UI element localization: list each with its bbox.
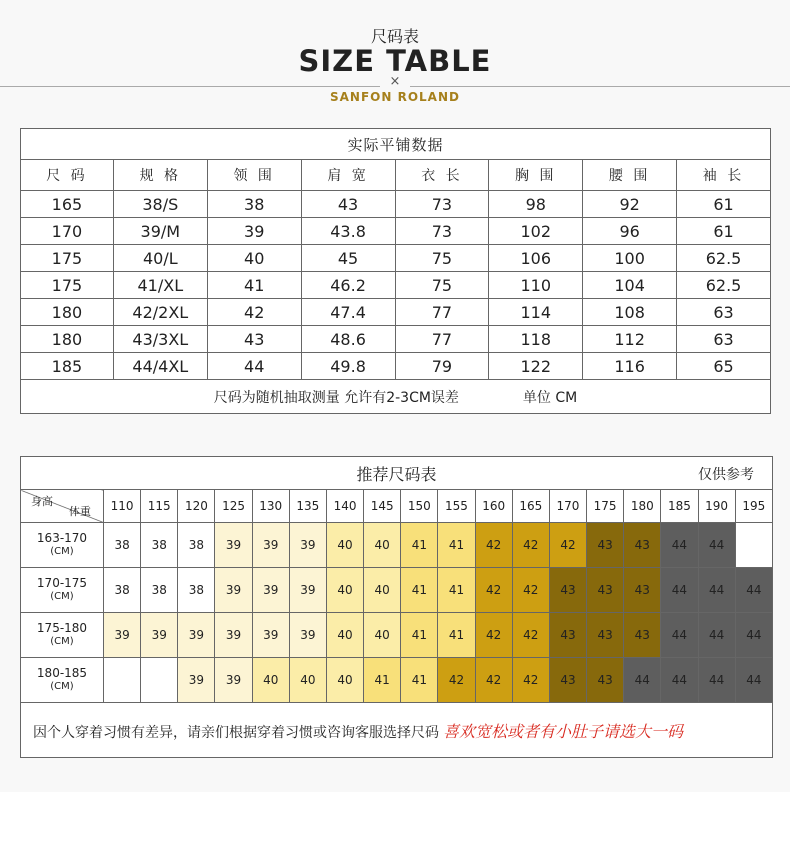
size-cell: 43 <box>624 523 661 568</box>
weight-header: 165 <box>512 490 549 523</box>
table-cell: 100 <box>583 245 677 272</box>
weight-header: 170 <box>549 490 586 523</box>
table-cell: 165 <box>21 191 114 218</box>
weight-header: 130 <box>252 490 289 523</box>
size-cell: 40 <box>252 658 289 703</box>
size-cell: 44 <box>698 613 735 658</box>
size-cell: 44 <box>698 523 735 568</box>
size-cell: 39 <box>289 523 326 568</box>
size-cell: 41 <box>438 568 475 613</box>
table-cell: 110 <box>489 272 583 299</box>
size-cell: 44 <box>735 613 772 658</box>
size-cell: 44 <box>661 523 698 568</box>
table-cell: 77 <box>395 299 489 326</box>
footer-note: 因个人穿着习惯有差异，请亲们根据穿着习惯或咨询客服选择尺码 <box>33 724 439 741</box>
table-row <box>21 191 771 218</box>
bottom-band <box>0 792 790 844</box>
table-cell: 44/4XL <box>113 353 207 380</box>
table-cell: 180 <box>21 326 114 353</box>
height-label: 身高 <box>31 495 53 508</box>
weight-header: 160 <box>475 490 512 523</box>
size-cell: 39 <box>178 613 215 658</box>
size-cell: 41 <box>438 523 475 568</box>
weight-header: 180 <box>624 490 661 523</box>
size-cell: 40 <box>326 658 363 703</box>
footer-note-cell <box>21 703 773 758</box>
size-cell: 41 <box>401 658 438 703</box>
table-row <box>21 658 773 703</box>
size-cell: 40 <box>326 613 363 658</box>
table-cell: 63 <box>677 299 771 326</box>
table-cell: 108 <box>583 299 677 326</box>
size-cell: 43 <box>587 658 624 703</box>
page-title-en: SIZE TABLE <box>298 44 492 78</box>
size-cell: 40 <box>289 658 326 703</box>
size-cell: 44 <box>698 658 735 703</box>
column-header: 肩 宽 <box>301 160 395 191</box>
column-header: 领 围 <box>207 160 301 191</box>
weight-label: 体重 <box>69 505 91 518</box>
recommended-size-table <box>20 456 773 758</box>
size-cell: 42 <box>475 568 512 613</box>
flat-table-title: 实际平铺数据 <box>21 129 771 160</box>
table-cell: 77 <box>395 326 489 353</box>
table-cell: 45 <box>301 245 395 272</box>
size-cell: 39 <box>178 658 215 703</box>
size-cell: 42 <box>512 568 549 613</box>
table-cell: 43 <box>301 191 395 218</box>
height-range: 180-185 <box>36 666 88 680</box>
table-cell: 39 <box>207 218 301 245</box>
column-header: 规 格 <box>113 160 207 191</box>
size-cell: 41 <box>364 658 401 703</box>
size-cell: 40 <box>364 523 401 568</box>
size-cell: 44 <box>735 658 772 703</box>
size-cell: 39 <box>215 613 252 658</box>
size-cell: 39 <box>104 613 141 658</box>
column-header: 尺 码 <box>21 160 114 191</box>
table-cell: 75 <box>395 272 489 299</box>
size-cell: 42 <box>549 523 586 568</box>
height-range-label <box>21 568 104 613</box>
size-cell: 39 <box>252 613 289 658</box>
size-cell: 41 <box>401 523 438 568</box>
size-cell: 43 <box>587 568 624 613</box>
size-cell: 44 <box>661 568 698 613</box>
size-cell: 41 <box>438 613 475 658</box>
size-cell: 44 <box>735 568 772 613</box>
height-unit: (CM) <box>50 681 74 692</box>
table-cell: 61 <box>677 218 771 245</box>
size-cell: 39 <box>215 568 252 613</box>
brand-logo: SANFON ROLAND <box>330 90 460 104</box>
table-cell: 112 <box>583 326 677 353</box>
table-row <box>21 272 771 299</box>
weight-header: 175 <box>587 490 624 523</box>
table-cell: 92 <box>583 191 677 218</box>
size-cell: 40 <box>326 568 363 613</box>
weight-header: 195 <box>735 490 772 523</box>
table-cell: 102 <box>489 218 583 245</box>
size-cell <box>735 523 772 568</box>
size-cell: 42 <box>475 613 512 658</box>
table-cell: 44 <box>207 353 301 380</box>
table-cell: 41/XL <box>113 272 207 299</box>
table-cell: 118 <box>489 326 583 353</box>
weight-header: 185 <box>661 490 698 523</box>
size-cell: 43 <box>587 613 624 658</box>
weight-header: 140 <box>326 490 363 523</box>
size-cell: 39 <box>289 613 326 658</box>
recommended-table-title: 推荐尺码表 <box>356 464 437 484</box>
weight-header: 145 <box>364 490 401 523</box>
measurement-note-cell <box>21 380 771 414</box>
table-row <box>21 568 773 613</box>
table-cell: 104 <box>583 272 677 299</box>
table-cell: 75 <box>395 245 489 272</box>
size-cell: 38 <box>141 568 178 613</box>
weight-header: 190 <box>698 490 735 523</box>
height-weight-corner <box>21 490 104 523</box>
height-range: 170-175 <box>36 576 88 590</box>
table-cell: 96 <box>583 218 677 245</box>
table-row <box>21 326 771 353</box>
weight-header: 110 <box>104 490 141 523</box>
size-cell: 40 <box>364 613 401 658</box>
table-cell: 122 <box>489 353 583 380</box>
column-header: 胸 围 <box>489 160 583 191</box>
height-range-label <box>21 523 104 568</box>
size-cell: 38 <box>104 523 141 568</box>
size-cell: 43 <box>549 658 586 703</box>
table-cell: 170 <box>21 218 114 245</box>
table-cell: 180 <box>21 299 114 326</box>
table-cell: 62.5 <box>677 272 771 299</box>
table-cell: 63 <box>677 326 771 353</box>
size-cell: 39 <box>252 568 289 613</box>
size-cell: 38 <box>104 568 141 613</box>
size-cell: 38 <box>178 568 215 613</box>
table-cell: 38 <box>207 191 301 218</box>
size-cell: 39 <box>141 613 178 658</box>
reference-only-note: 仅供参考 <box>698 467 754 483</box>
size-cell: 44 <box>661 613 698 658</box>
weight-header-row <box>21 490 773 523</box>
table-cell: 98 <box>489 191 583 218</box>
size-cell: 41 <box>401 613 438 658</box>
size-cell: 42 <box>512 658 549 703</box>
table-cell: 48.6 <box>301 326 395 353</box>
height-unit: (CM) <box>50 546 74 557</box>
table-row <box>21 353 771 380</box>
measurement-note: 尺码为随机抽取测量 允许有2-3CM误差 <box>213 389 459 406</box>
table-cell: 39/M <box>113 218 207 245</box>
table-cell: 43 <box>207 326 301 353</box>
height-range: 175-180 <box>36 621 88 635</box>
table-cell: 65 <box>677 353 771 380</box>
table-cell: 185 <box>21 353 114 380</box>
height-range-label <box>21 658 104 703</box>
table-cell: 47.4 <box>301 299 395 326</box>
unit-note: 单位 CM <box>522 389 578 406</box>
table-row <box>21 299 771 326</box>
size-cell: 40 <box>364 568 401 613</box>
table-cell: 41 <box>207 272 301 299</box>
table-cell: 106 <box>489 245 583 272</box>
size-cell: 43 <box>587 523 624 568</box>
table-row <box>21 245 771 272</box>
size-cell: 42 <box>512 613 549 658</box>
table-cell: 46.2 <box>301 272 395 299</box>
size-cell: 43 <box>624 613 661 658</box>
size-cell <box>104 658 141 703</box>
table-cell: 114 <box>489 299 583 326</box>
table-cell: 79 <box>395 353 489 380</box>
size-cell <box>141 658 178 703</box>
height-unit: (CM) <box>50 636 74 647</box>
weight-header: 150 <box>401 490 438 523</box>
height-range-label <box>21 613 104 658</box>
size-cell: 42 <box>475 523 512 568</box>
size-cell: 42 <box>475 658 512 703</box>
flat-table-header-row <box>21 160 771 191</box>
column-header: 衣 长 <box>395 160 489 191</box>
table-cell: 62.5 <box>677 245 771 272</box>
column-header: 袖 长 <box>677 160 771 191</box>
table-cell: 42/2XL <box>113 299 207 326</box>
size-cell: 39 <box>215 658 252 703</box>
weight-header: 155 <box>438 490 475 523</box>
table-cell: 73 <box>395 218 489 245</box>
size-cell: 43 <box>624 568 661 613</box>
table-cell: 40/L <box>113 245 207 272</box>
weight-header: 135 <box>289 490 326 523</box>
table-row <box>21 523 773 568</box>
height-range: 163-170 <box>36 531 88 545</box>
table-cell: 43/3XL <box>113 326 207 353</box>
recommended-table-title-cell <box>21 457 773 490</box>
size-cell: 41 <box>401 568 438 613</box>
table-cell: 43.8 <box>301 218 395 245</box>
table-cell: 116 <box>583 353 677 380</box>
size-table-header <box>0 0 790 120</box>
table-cell: 40 <box>207 245 301 272</box>
table-cell: 42 <box>207 299 301 326</box>
cross-mark: × <box>389 74 401 89</box>
table-cell: 49.8 <box>301 353 395 380</box>
size-cell: 44 <box>661 658 698 703</box>
size-cell: 38 <box>141 523 178 568</box>
footer-highlight: 喜欢宽松或者有小肚子请选大一码 <box>443 721 684 741</box>
table-cell: 175 <box>21 272 114 299</box>
size-cell: 43 <box>549 568 586 613</box>
flat-measurement-table <box>20 128 771 414</box>
size-cell: 39 <box>252 523 289 568</box>
size-cell: 42 <box>512 523 549 568</box>
table-row <box>21 613 773 658</box>
weight-header: 115 <box>141 490 178 523</box>
table-cell: 61 <box>677 191 771 218</box>
weight-header: 120 <box>178 490 215 523</box>
table-cell: 175 <box>21 245 114 272</box>
size-cell: 39 <box>289 568 326 613</box>
size-cell: 39 <box>215 523 252 568</box>
size-cell: 42 <box>438 658 475 703</box>
table-cell: 38/S <box>113 191 207 218</box>
table-row <box>21 218 771 245</box>
size-cell: 43 <box>549 613 586 658</box>
column-header: 腰 围 <box>583 160 677 191</box>
size-cell: 44 <box>624 658 661 703</box>
size-cell: 38 <box>178 523 215 568</box>
size-cell: 40 <box>326 523 363 568</box>
table-cell: 73 <box>395 191 489 218</box>
weight-header: 125 <box>215 490 252 523</box>
size-cell: 44 <box>698 568 735 613</box>
height-unit: (CM) <box>50 591 74 602</box>
page-title-cn: 尺码表 <box>370 27 419 46</box>
